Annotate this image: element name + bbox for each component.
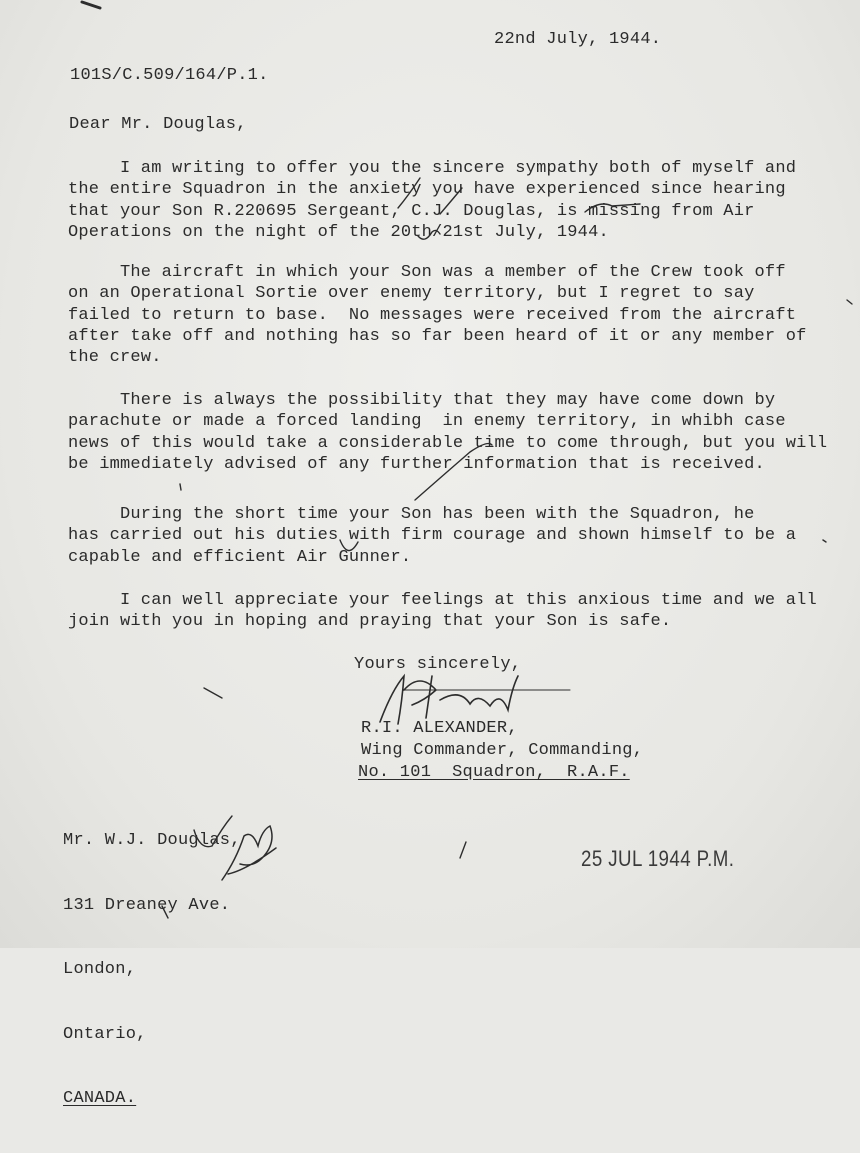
paragraph-line: parachute or made a forced landing in enemy territory, in whibh case	[68, 412, 786, 432]
check-mark	[418, 230, 440, 239]
pen-dot	[180, 484, 181, 490]
address-line: CANADA.	[63, 1089, 137, 1108]
salutation: Dear Mr. Douglas,	[69, 115, 247, 134]
check-mark	[194, 816, 232, 847]
tick-mark	[440, 188, 462, 214]
paragraph-line: on an Operational Sortie over enemy territory, but I regret to say	[68, 284, 755, 304]
paragraph-line: During the short time your Son has been with the Squadron, he	[68, 505, 755, 524]
address-line: Mr. W.J. Douglas,	[63, 831, 241, 850]
handwritten-initials	[222, 826, 276, 880]
pen-dot	[823, 540, 826, 542]
paragraph-line: the entire Squadron in the anxiety you have experienced since hearing	[68, 180, 786, 200]
paragraph-line: I can well appreciate your feelings at this anxious time and we all	[68, 591, 817, 610]
closing: Yours sincerely,	[354, 655, 522, 674]
pen-stroke	[162, 906, 168, 918]
paragraph-line: The aircraft in which your Son was a member of the Crew took off	[68, 263, 786, 282]
check-mark	[340, 540, 358, 551]
paragraph-line: has carried out his duties with firm courage and shown himself to be a	[68, 526, 797, 546]
tick-mark	[585, 204, 640, 212]
paragraph-line: Operations on the night of the 20th/21st July, 1944.	[68, 222, 609, 242]
signatory-unit: No. 101 Squadron, R.A.F.	[358, 763, 630, 782]
pen-stroke	[460, 842, 466, 858]
paragraph-line: capable and efficient Air Gunner.	[68, 547, 412, 567]
letter-date: 22nd July, 1944.	[494, 30, 662, 49]
paragraph-line: that your Son R.220695 Sergeant, C.J. Douglas, is missing from Air	[68, 201, 755, 221]
paragraph-line: news of this would take a considerable time to come through, but you will	[68, 433, 828, 453]
reference-number: 101S/C.509/164/P.1.	[70, 66, 269, 85]
pen-dot	[847, 300, 852, 304]
signature-stroke	[380, 676, 518, 724]
paragraph-line: I am writing to offer you the sincere sympathy both of myself and	[68, 159, 797, 178]
pen-stroke	[415, 444, 492, 500]
address-line: London,	[63, 960, 137, 979]
address-line: 131 Dreaney Ave.	[63, 895, 231, 915]
signatory-name: R.I. ALEXANDER,	[361, 719, 518, 738]
paragraph-line: the crew.	[68, 348, 162, 368]
corner-mark	[82, 2, 100, 8]
paragraph-line: join with you in hoping and praying that your Son is safe.	[68, 612, 672, 632]
pen-stroke	[204, 688, 222, 698]
paragraph-line: failed to return to base. No messages were received from the aircraft	[68, 305, 797, 325]
address-line: Ontario,	[63, 1024, 147, 1044]
tick-mark	[398, 178, 420, 208]
received-date-stamp: 25 JUL 1944 P.M.	[581, 846, 735, 871]
paragraph-line: after take off and nothing has so far been heard of it or any member of	[68, 326, 807, 346]
signatory-title: Wing Commander, Commanding,	[361, 741, 644, 760]
paragraph-line: There is always the possibility that they may have come down by	[68, 391, 776, 410]
paragraph-line: be immediately advised of any further information that is received.	[68, 454, 765, 474]
